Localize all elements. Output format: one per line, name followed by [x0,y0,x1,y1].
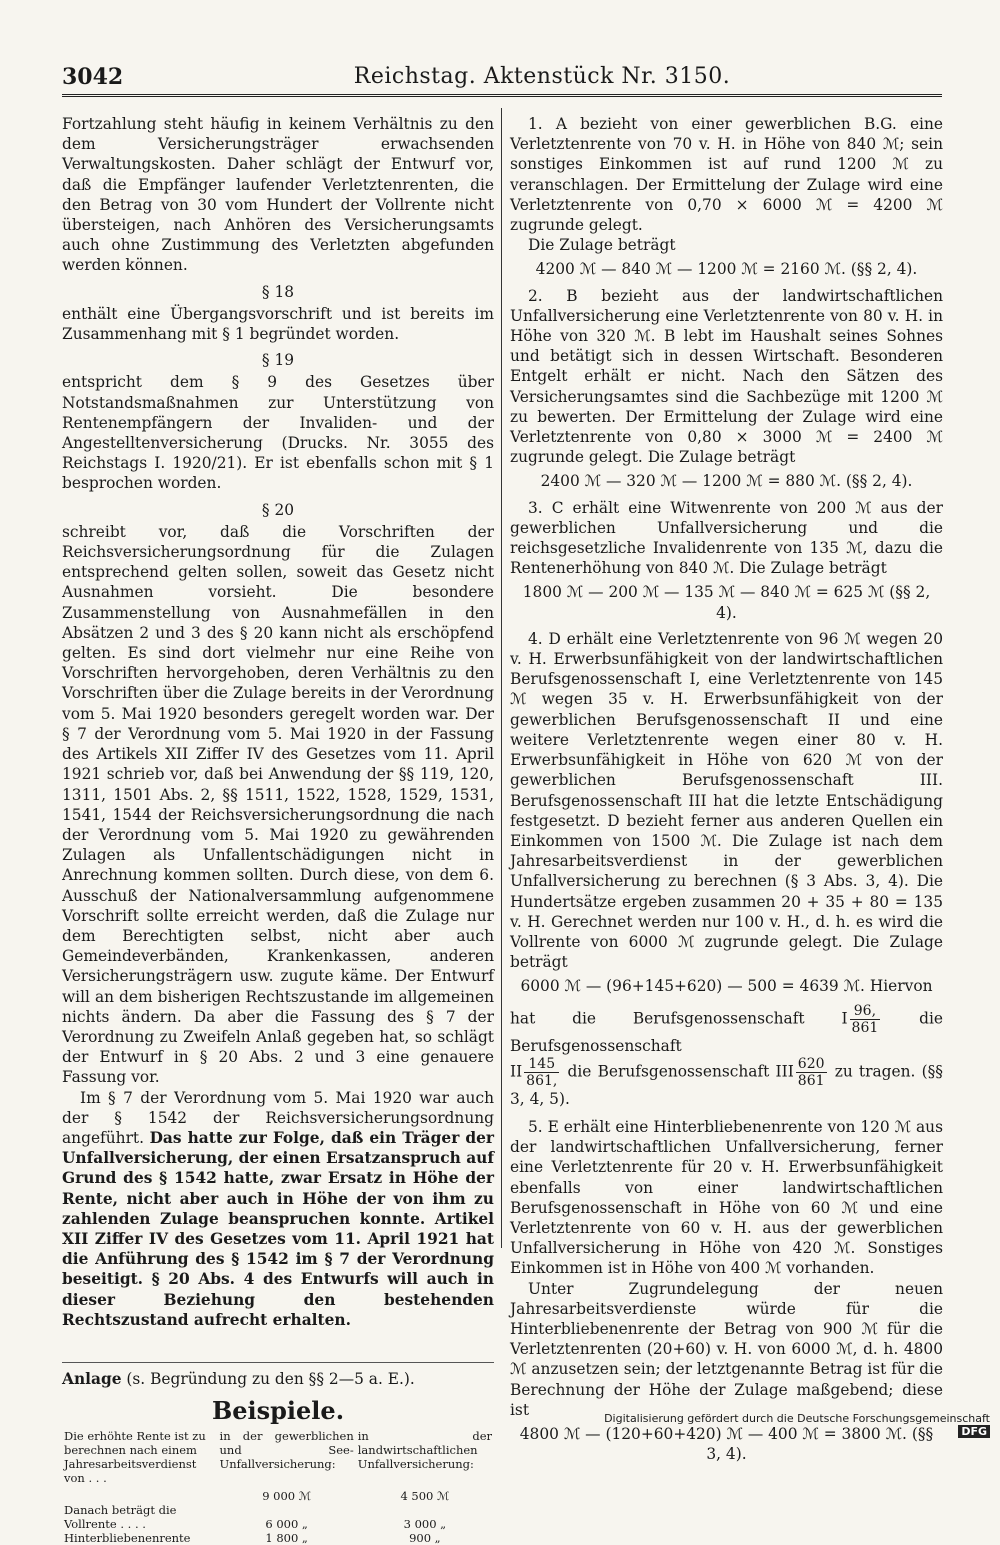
paragraph-18: enthält eine Übergangsvorschrift und ist bereits im Zusammenhang mit § 1 begründet worden. [62,304,494,344]
anlage-label: Anlage [62,1369,122,1388]
example-1-formula: 4200 ℳ — 840 ℳ — 1200 ℳ = 2160 ℳ. (§§ 2, 4). [535,260,918,279]
section-heading-20: § 20 [261,500,295,519]
text: zu tragen. (§§ 3, 4, 5). [510,1062,943,1108]
footer-credit [600,1412,990,1438]
fraction: $\frac{620}{861}$ [797,1055,825,1089]
text: hat die Berufsgenossenschaft I [510,1009,848,1028]
example-4: 4. D erhält eine Verletztenrente von 96 ℳ wegen 20 v. H. Erwerbsunfähigkeit von der landwirtschaftlichen Berufsgenossenschaft I, eine Verletztenrente von 145 ℳ wegen 35 v. H. Erwerbsunfähigkeit von der gewerblichen Berufsgenossenschaft II und eine weitere Verletztenrente wegen einer 80 v. H. Erwerbsunfähigkeit in Höhe von 620 ℳ von der gewerblichen Berufsgenossenschaft III. Berufsgenossenschaft III hat die letzte Entschädigung festgesetzt. D bezieht ferner aus anderen Quellen ein Einkommen von 1500 ℳ. Die Zulage ist nach dem Jahresarbeitsverdienst in der gewerblichen Unfallversicherung zu berechnen (§ 3 Abs. 3, 4). Die Hundertsätze ergeben zusammen 20 + 35 + 80 = 135 v. H. Gerechnet werden nur 100 v. H., d. h. es wird die Vollrente von 6000 ℳ zugrunde gelegt. Die Zulage beträgt [510,629,943,972]
table-head-col2: in der gewerblichen und See-Unfallversicherung: [219,1429,354,1472]
table-head-col3: in der landwirtschaftlichen Unfallversicherung: [357,1429,492,1472]
header-rule [62,94,942,97]
table-cell: 6 000 „ [265,1517,308,1532]
right-column [510,114,943,1470]
text: die Berufsgenossenschaft [510,1009,944,1055]
table-cell: 3 000 „ [403,1517,447,1532]
footer-text: Digitalisierung gefördert durch die Deutsche Forschungsgemeinschaft [604,1412,990,1425]
paragraph-im-7-text: Im § 7 der Verordnung vom 5. Mai 1920 war auch der § 1542 der Reichsversicherungsordnung angeführt. [62,1088,494,1147]
anlage-text: (s. Begründung zu den §§ 2—5 a. E.). [121,1369,415,1388]
section-heading-18: § 18 [261,282,295,301]
table-row [62,1531,494,1545]
example-1: 1. A bezieht von einer gewerblichen B.G. eine Verletztenrente von 70 v. H. in Höhe von 840 ℳ; sein sonstiges Einkommen ist auf rund 1200 ℳ zu veranschlagen. Der Ermittelung der Zulage wird eine Verletztenrente von 0,70 × 6000 ℳ = 4200 ℳ zugrunde gelegt. [510,115,943,235]
table-cell: Hinterbliebenenrente [64,1531,191,1545]
paragraph-bold: Das hatte zur Folge, daß ein Träger der Unfallversicherung, der einen Ersatzanspruch auf Grund des § 1542 hatte, zwar Ersatz in Höhe der Rente, nicht aber auch in Höhe der von ihm zu zahlenden Zulage beanspruchen konnte. Artikel XII Ziffer IV des Gesetzes vom 11. April 1921 hat die Anführung des § 1542 im § 7 der Verordnung beseitigt. § 20 Abs. 4 des Entwurfs will auch in dieser Beziehung den bestehenden Rechtszustand aufrecht erhalten. [62,1128,494,1329]
fraction: $\frac{96,}{861}$ [851,1002,879,1036]
example-2: 2. B bezieht aus der landwirtschaftlichen Unfallversicherung eine Verletztenrente von 80 v. H. in Höhe von 320 ℳ. B lebt im Haushalt seines Sohnes und betätigt sich in dessen Wirtschaft. Besonderen Entgelt erhält er nicht. Nach den Sätzen des Versicherungsamtes sind die Sachbezüge mit 1200 ℳ zu bewerten. Der Ermittelung der Zulage wird eine Verletztenrente von 0,80 × 3000 ℳ = 2400 ℳ zugrunde gelegt. Die Zulage beträgt [510,286,943,467]
paragraph-19: entspricht dem § 9 des Gesetzes über Notstandsmaßnahmen zur Unterstützung von Rentenempfängern der Invaliden- und der Angestelltenversicherung (Drucks. Nr. 3055 des Reichstags I. 1920/21). Er ist ebenfalls schon mit § 1 besprochen worden. [62,373,494,493]
example-5-formula: 4800 ℳ — (120+60+420) ℳ — 400 ℳ = 3800 ℳ. (§§ 3, 4). [519,1424,934,1464]
paragraph-20: schreibt vor, daß die Vorschriften der Reichsversicherungsordnung für die Zulagen entsprechend gelten sollen, soweit das Gesetz nicht Ausnahmen vorsieht. Die besondere Zusammenstellung von Ausnahmefällen in den Absätzen 2 und 3 des § 20 kann nicht als erschöpfend gelten. Es sind dort vielmehr nur eine Reihe von Vorschriften hervorgehoben, deren Verhältnis zu den Vorschriften über die Zulage bereits in der Verordnung vom 5. Mai 1920 besonders geregelt worden war. Der § 7 der Verordnung vom 5. Mai 1920 in der Fassung des Artikels XII Ziffer IV des Gesetzes vom 11. April 1921 schrieb vor, daß bei Anwendung der §§ 119, 120, 1311, 1501 Abs. 2, §§ 1511, 1522, 1528, 1529, 1531, 1541, 1544 der Reichsversicherungsordnung die nach der Verordnung vom 5. Mai 1920 zu gewährenden Zulagen als Unfallentschädigungen nicht in Anrechnung kommen sollten. Durch diese, von dem 6. Ausschuß der Nationalversammlung aufgenommene Vorschrift sollte erreicht werden, daß die Zulage nur dem Berechtigten selbst, nicht aber auch Gemeindeverbänden, Krankenkassen, anderen Versicherungsträgern usw. zugute käme. Der Entwurf will an dem bisherigen Rechtszustande im allgemeinen nichts ändern. Da aber die Fassung des § 7 der Verordnung zu Zweifeln Anlaß gegeben hat, so schlägt der Entwurf in § 20 Abs. 2 und 3 eine genauere Fassung vor. [62,522,494,1087]
example-1-zulage: Die Zulage beträgt [528,236,676,255]
example-5: 5. E erhält eine Hinterbliebenenrente von 120 ℳ aus der landwirtschaftlichen Unfallversicherung, ferner eine Verletztenrente für 20 v. H. Erwerbsunfähigkeit ebenfalls von einer landwirtschaftlichen Berufsgenossenschaft in Höhe von 60 ℳ und eine Verletztenrente von 60 v. H. aus der gewerblichen Unfallversicherung in Höhe von 420 ℳ. Sonstiges Einkommen ist in Höhe von 400 ℳ vorhanden. [510,1117,943,1278]
text: die Berufsgenossenschaft III [561,1062,794,1081]
paragraph-im-7 [62,1088,494,1330]
column-divider [501,108,502,1248]
table-cell: 4 500 ℳ [400,1489,450,1504]
page-number: 3042 [62,64,124,90]
running-title: Reichstag. Aktenstück Nr. 3150. [353,64,731,89]
left-column [62,114,494,1545]
example-3-formula: 1800 ℳ — 200 ℳ — 135 ℳ — 840 ℳ = 625 ℳ (§§ 2, 4). [522,583,931,622]
fraction: $\frac{145}{861,}$ [526,1055,558,1089]
paragraph-fortzahlung: Fortzahlung steht häufig in keinem Verhältnis zu den dem Versicherungsträger erwachsenden Verwaltungskosten. Daher schlägt der Entwurf vor, daß die Empfänger laufender Verletztenrenten, die den Betrag von 30 vom Hundert der Vollrente nicht übersteigen, nach Anhören des Versicherungsamts auch ohne Zustimmung des Verletzten abgefunden werden können. [62,115,494,275]
table-cell: 9 000 ℳ [262,1489,312,1504]
table-cell [62,1489,218,1503]
dfg-logo: DFG [958,1425,990,1438]
example-3: 3. C erhält eine Witwenrente von 200 ℳ aus der gewerblichen Unfallversicherung und die reichsgesetzliche Invalidenrente von 135 ℳ, dazu die Rentenerhöhung von 840 ℳ. Die Zulage beträgt [510,498,943,578]
example-2-formula: 2400 ℳ — 320 ℳ — 1200 ℳ = 880 ℳ. (§§ 2, 4). [540,472,913,491]
beispiele-table [62,1429,494,1545]
table-head-col1: Die erhöhte Rente ist zu berechnen nach einem Jahresarbeitsverdienst von . . . [64,1429,206,1486]
example-4-share-line-2 [510,1056,943,1109]
beispiele-title: Beispiele. [211,1396,345,1426]
table-cell: 900 „ [409,1531,441,1545]
example-5-b: Unter Zugrundelegung der neuen Jahresarbeitsverdienste würde für die Hinterbliebenenrente der Betrag von 900 ℳ für die Verletztenrenten (20+60) v. H. von 6000 ℳ, d. h. 4800 ℳ anzusetzen sein; der letztgenannte Betrag ist für die Berechnung der Höhe der Zulage maßgebend; diese ist [510,1279,943,1419]
table-subhead: Danach beträgt die [64,1503,177,1518]
table-row [62,1517,494,1531]
section-heading-19: § 19 [261,351,295,370]
text: II [510,1062,523,1081]
example-4-formula: 6000 ℳ — (96+145+620) — 500 = 4639 ℳ. Hiervon [520,977,933,996]
table-cell: 1 800 „ [265,1531,308,1545]
page-header [62,60,942,92]
anlage-line [62,1362,494,1389]
example-4-share-line-1 [510,1003,943,1056]
table-cell: Vollrente . . . . [64,1517,146,1532]
